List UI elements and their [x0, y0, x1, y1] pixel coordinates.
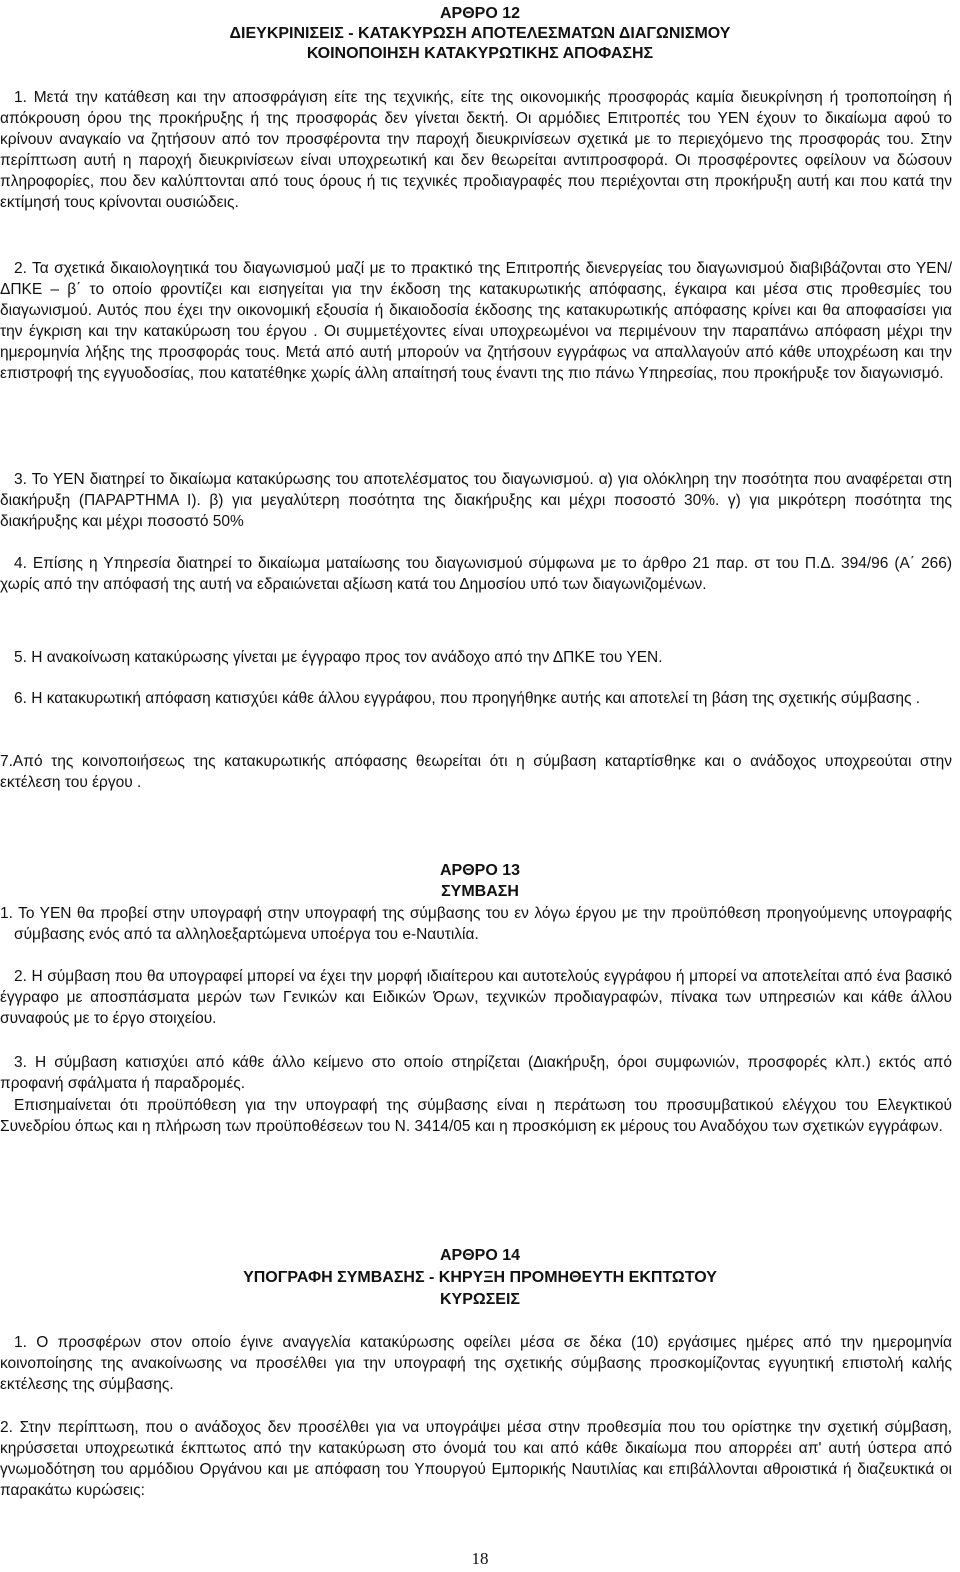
article-13-paragraph-3: 3. Η σύμβαση κατισχύει από κάθε άλλο κείμενο στο οποίο στηρίζεται (Διακήρυξη, όροι συμφωνιών, προσφορές κλπ.) εκτός από προφανή σφάλματα ή παραδρομές.: [0, 1054, 952, 1092]
article-14-paragraph-1: 1. Ο προσφέρων στον οποίο έγινε αναγγελία κατακύρωσης οφείλει μέσα σε δέκα (10) εργάσιμες ημέρες από την ημερομηνία κοινοποίησης της ανακοίνωσης να προσέλθει για την υπογραφή της σχετικής σύμβασης προσκομίζοντας εγγυητική επιστολή καλής εκτέλεσης της σύμβασης.: [0, 1334, 952, 1393]
article-12-paragraph-4: 4. Επίσης η Υπηρεσία διατηρεί το δικαίωμα ματαίωσης του διαγωνισμού σύμφωνα με το άρθρο 21 παρ. στ του Π.Δ. 394/96 (Α΄ 266) χωρίς από την απόφασή της αυτή να εδραιώνεται αξίωση κατά του Δημοσίου υπό των διαγωνιζομένων.: [0, 555, 952, 593]
article-14-subtitle: ΥΠΟΓΡΑΦΗ ΣΥΜΒΑΣΗΣ - ΚΗΡΥΞΗ ΠΡΟΜΗΘΕΥΤΗ ΕΚΠΤΩΤΟΥ: [243, 1269, 717, 1286]
article-14-paragraph-2: 2. Στην περίπτωση, που ο ανάδοχος δεν προσέλθει για να υπογράψει μέσα στην προθεσμία που του ορίστηκε την σχετική σύμβαση, κηρύσσεται υποχρεωτικά έκπτωτος από την κατακύρωση στο όνομά του και από κάθε δικαίωμα που απορρέει απ' αυτή ύστερα από γνωμοδότηση του αρμόδιου Οργάνου και με απόφαση του Υπουργού Εμπορικής Ναυτιλίας και επιβάλλονται αθροιστικά ή διαζευκτικά οι παρακάτω κυρώσεις:: [0, 1419, 952, 1499]
article-12-paragraph-3: 3. Το ΥΕΝ διατηρεί το δικαίωμα κατακύρωσης του αποτελέσματος του διαγωνισμού. α) για ολόκληρη την ποσότητα που αναφέρεται στη διακήρυξη (ΠΑΡΑΡΤΗΜΑ Ι). β) για μεγαλύτερη ποσότητα της διακήρυξης και μέχρι ποσοστό 30%. γ) για μικρότερη ποσότητα της διακήρυξης και μέχρι ποσοστό 50%: [0, 471, 952, 530]
article-14-title: ΑΡΘΡΟ 14: [439, 1247, 521, 1264]
article-13-title: ΑΡΘΡΟ 13: [439, 862, 521, 879]
article-12-subtitle: ΔΙΕΥΚΡΙΝΙΣΕΙΣ - ΚΑΤΑΚΥΡΩΣΗ ΑΠΟΤΕΛΕΣΜΑΤΩΝ ΔΙΑΓΩΝΙΣΜΟΥ: [229, 25, 731, 42]
article-12-paragraph-5: 5. Η ανακοίνωση κατακύρωσης γίνεται με έγγραφο προς τον ανάδοχο από την ΔΠΚΕ του ΥΕΝ.: [14, 649, 663, 666]
article-13-paragraph-4: Επισημαίνεται ότι προϋπόθεση για την υπογραφή της σύμβασης είναι η περάτωση του προσυμβατικού ελέγχου του Ελεγκτικού Συνεδρίου όπως και η πλήρωση των προϋποθέσεων του Ν. 3414/05 και η προσκόμιση εκ μέρους του Αναδόχου των σχετικών εγγράφων.: [0, 1097, 952, 1135]
article-12-paragraph-1: 1. Μετά την κατάθεση και την αποσφράγιση είτε της τεχνικής, είτε της οικονομικής προσφοράς καμία διευκρίνηση ή τροποποίηση ή απόκρουση όρου της προκήρυξης ή της προσφοράς δεν γίνεται δεκτή. Οι αρμόδιες Επιτροπές του ΥΕΝ έχουν το δικαίωμα αφού το κρίνουν αναγκαίο να ζητήσουν από τον προσφέροντα την παροχή διευκρινίσεων σχετικά με το περιεχόμενο της προσφοράς του. Στην περίπτωση αυτή η παροχή διευκρινίσεων είναι υποχρεωτική και δεν θεωρείται αντιπροσφορά. Οι προσφέροντες οφείλουν να δώσουν πληροφορίες, που δεν καλύπτονται από τους όρους ή τις τεχνικές προδιαγραφές που περιέχονται στη προκήρυξη αυτή και που κατά την εκτίμησή τους κρίνονται ουσιώδεις.: [0, 89, 952, 211]
article-13-paragraph-2: 2. Η σύμβαση που θα υπογραφεί μπορεί να έχει την μορφή ιδιαίτερου και αυτοτελούς εγγράφου ή μπορεί να αποτελείται από ένα βασικό έγγραφο με αποσπάσματα μερών των Γενικών και Ειδικών Όρων, τεχνικών προδιαγραφών, πίνακα των υπηρεσιών και κάθε άλλου συναφούς με το έργο στοιχείου.: [0, 968, 952, 1027]
article-12-title: ΑΡΘΡΟ 12: [439, 5, 521, 22]
article-13-paragraph-1: 1. Το ΥΕΝ θα προβεί στην υπογραφή στην υπογραφή της σύμβασης του εν λόγω έργου με την προϋπόθεση προηγούμενης υπογραφής σύμβασης ενός από τα αλληλοεξαρτώμενα υποέργα του e-Ναυτιλία.: [0, 905, 952, 943]
article-12-subtitle-2: ΚΟΙΝΟΠΟΙΗΣΗ ΚΑΤΑΚΥΡΩΤΙΚΗΣ ΑΠΟΦΑΣΗΣ: [306, 45, 654, 62]
article-12-paragraph-2: 2. Τα σχετικά δικαιολογητικά του διαγωνισμού μαζί με το πρακτικό της Επιτροπής διενεργείας του διαγωνισμού διαβιβάζονται στο ΥΕΝ/ΔΠΚΕ – β΄ το οποίο φροντίζει και εισηγείται για την έκδοση της κατακυρωτικής απόφασης, έγκαιρα και μέσα στις προθεσμίες του διαγωνισμού. Αυτός που έχει την οικονομική εξουσία ή δικαιοδοσία έκδοσης της κατακυρωτικής απόφασης κρίνει και θα αποφασίσει για την έγκριση και την κατακύρωση του έργου . Οι συμμετέχοντες είναι υποχρεωμένοι να περιμένουν την παραπάνω απόφαση μέχρι την ημερομηνία λήξης της προσφοράς τους. Μετά από αυτή μπορούν να ζητήσουν εγγράφως να απαλλαγούν από κάθε υποχρέωση και την επιστροφή της εγγυοδοσίας, που κατατέθηκε χωρίς άλλη απαίτησή τους έναντι της πιο πάνω Υπηρεσίας, που προκήρυξε τον διαγωνισμό.: [0, 260, 952, 382]
article-12-paragraph-7: 7.Από της κοινοποιήσεως της κατακυρωτικής απόφασης θεωρείται ότι η σύμβαση καταρτίσθηκε και ο ανάδοχος υποχρεούται στην εκτέλεση του έργου .: [0, 753, 952, 791]
article-14-subtitle-2: ΚΥΡΩΣΕΙΣ: [439, 1291, 521, 1308]
article-13-subtitle: ΣΥΜΒΑΣΗ: [441, 883, 519, 900]
article-12-paragraph-6: 6. Η κατακυρωτική απόφαση κατισχύει κάθε άλλου εγγράφου, που προηγήθηκε αυτής και αποτελεί τη βάση της σχετικής σύμβασης .: [14, 690, 921, 707]
page-number: 18: [471, 1549, 489, 1568]
